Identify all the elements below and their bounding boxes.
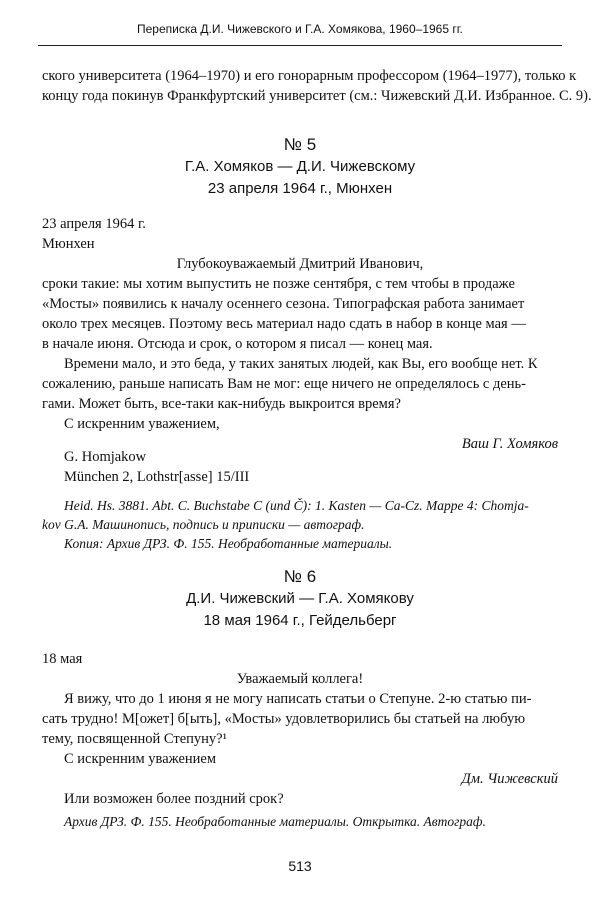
letter5-body-line: сроки такие: мы хотим выпустить не позже сентября, с тем чтобы в продаже — [42, 276, 515, 292]
letter6-date: 18 мая — [42, 651, 83, 667]
letter6-body-line: тему, посвященной Степуну?¹ — [42, 731, 227, 747]
letter5-body-line: Времени мало, и это беда, у таких занятых людей, как Вы, его вообще нет. К — [64, 356, 538, 372]
letter6-signature: Дм. Чижевский — [461, 771, 558, 787]
letter5-signature: Ваш Г. Хомяков — [461, 436, 558, 452]
letter5-salutation: Глубокоуважаемый Дмитрий Иванович, — [176, 256, 424, 272]
letter5-number: № 5 — [283, 135, 317, 154]
address-line-2: München 2, Lothstr[asse] 15/III — [64, 469, 250, 485]
letter5-body-line: в начале июня. Отсюда и срок, о котором я писал — конец мая. — [42, 336, 433, 352]
page-number: 513 — [288, 858, 312, 874]
letter5-title: Г.А. Хомяков — Д.И. Чижевскому — [184, 158, 416, 175]
letter5-text — [42, 214, 558, 454]
header-rule — [38, 45, 562, 46]
source-line: Heid. Hs. 3881. Abt. C. Buchstabe C (und Č): 1. Kasten — Ca-Cz. Mappe 4: Chomja- — [64, 498, 529, 513]
letter5-date: 23 апреля 1964 г. — [42, 216, 146, 232]
intro-line-2: концу года покинув Франкфуртский университет (см.: Чижевский Д.И. Избранное. С. 9). — [42, 88, 592, 104]
letter5-body-line: «Мосты» появились к началу осеннего сезона. Типографская работа занимает — [42, 296, 525, 312]
letter6-body-line: сать трудно! М[ожет] б[ыть], «Мосты» удовлетворились бы статьей на любую — [42, 711, 526, 727]
letter5-source-note — [42, 496, 558, 553]
address-line-1: G. Homjakow — [64, 449, 147, 465]
source-line: Архив ДРЗ. Ф. 155. Необработанные материалы. Открытка. Автограф. — [64, 814, 486, 829]
running-head: Переписка Д.И. Чижевского и Г.А. Хомякова, 1960–1965 гг. — [137, 22, 463, 36]
letter5-body-line: гами. Может быть, все-таки как-нибудь выкроится время? — [42, 396, 401, 412]
intro-paragraph — [42, 66, 592, 106]
letter5-body-line: около трех месяцев. Поэтому весь материал надо сдать в набор в конце мая — — [42, 316, 526, 332]
letter6-postscript: Или возможен более поздний срок? — [64, 791, 284, 807]
letter6-text — [42, 649, 558, 809]
letter6-heading — [42, 566, 558, 632]
source-line: Копия: Архив ДРЗ. Ф. 155. Необработанные материалы. — [64, 536, 393, 551]
letter6-number: № 6 — [283, 567, 317, 586]
letter5-address — [42, 447, 558, 487]
letter5-closing: С искренним уважением, — [64, 416, 220, 432]
letter5-body-line: сожалению, раньше написать Вам не мог: еще ничего не определялось с день- — [42, 376, 527, 392]
letter5-dateline: 23 апреля 1964 г., Мюнхен — [207, 180, 393, 197]
letter6-dateline: 18 мая 1964 г., Гейдельберг — [203, 612, 397, 629]
letter5-heading — [42, 134, 558, 200]
letter6-body-line: Я вижу, что до 1 июня я не могу написать статьи о Степуне. 2-ю статью пи- — [64, 691, 532, 707]
letter6-title: Д.И. Чижевский — Г.А. Хомякову — [186, 590, 414, 607]
intro-line-1: ского университета (1964–1970) и его гонорарным профессором (1964–1977), только к — [42, 68, 577, 84]
letter6-closing: С искренним уважением — [64, 751, 217, 767]
letter5-place: Мюнхен — [42, 236, 95, 252]
letter6-salutation: Уважаемый коллега! — [236, 671, 364, 687]
source-line: kov G.A. Машинопись, подпись и приписки — автограф. — [42, 517, 365, 532]
letter6-source-note — [42, 812, 558, 831]
